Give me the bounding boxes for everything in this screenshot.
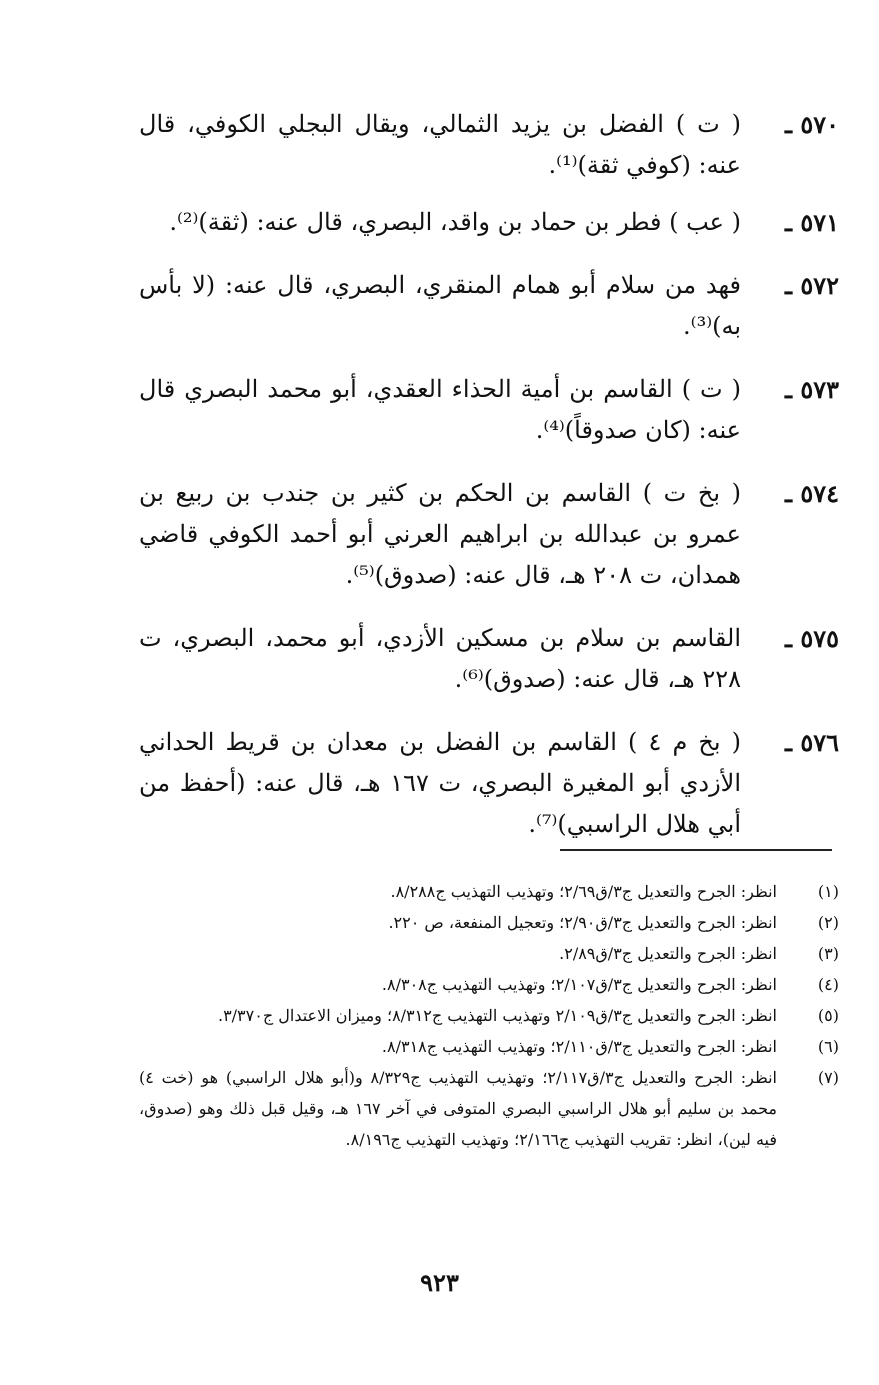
entry-text: فهد من سلام أبو همام المنقري، البصري، قال عنه: (لا بأس به)⁽³⁾.: [139, 271, 741, 340]
footnote-text: انظر: الجرح والتعديل ج٣/ق٢/١٠٧؛ وتهذيب التهذيب ج٨/٣٠٨.: [381, 975, 777, 994]
footnotes: [139, 876, 839, 1155]
footnote: [139, 938, 839, 969]
entry-text: ( ت ) الفضل بن يزيد الثمالي، ويقال البجلي الكوفي، قال عنه: (كوفي ثقة)⁽¹⁾.: [139, 110, 741, 179]
footnote-text: انظر: الجرح والتعديل ج٣/ق٢/٨٩.: [559, 944, 777, 963]
entry-text: ( بخ ت ) القاسم بن الحكم بن كثير بن جندب بن ربيع بن عمرو بن عبدالله بن ابراهيم العرني أبو أحمد الكوفي قاضي همدان، ت ٢٠٨ هـ، قال عنه: (صدوق)⁽⁵⁾.: [139, 479, 741, 589]
entry-576: [139, 722, 839, 845]
entry-number: ٥٧٠ ـ: [784, 110, 839, 139]
footnote-text: انظر: الجرح والتعديل ج٣/ق٢/٦٩؛ وتهذيب التهذيب ج٨/٢٨٨.: [390, 882, 777, 901]
footnote-text: انظر: الجرح والتعديل ج٣/ق٢/١١٠؛ وتهذيب التهذيب ج٨/٣١٨.: [381, 1037, 777, 1056]
footnote: [139, 876, 839, 907]
entry-number: ٥٧١ ـ: [784, 208, 839, 237]
entry-number: ٥٧٣ ـ: [784, 375, 839, 404]
footnote-separator: [560, 849, 832, 851]
footnote-marker: (٤): [817, 975, 839, 994]
footnote-marker: (٧): [817, 1068, 839, 1087]
footnote: [139, 969, 839, 1000]
entry-text: ( عب ) فطر بن حماد بن واقد، البصري، قال عنه: (ثقة)⁽²⁾.: [169, 208, 741, 236]
footnote: [139, 1031, 839, 1062]
entry-text: ( بخ م ٤ ) القاسم بن الفضل بن معدان بن قريط الحداني الأزدي أبو المغيرة البصري، ت ١٦٧ هـ، قال عنه: (أحفظ من أبي هلال الراسبي)⁽⁷⁾.: [139, 728, 742, 838]
entry-575: [139, 618, 839, 700]
footnote-marker: (١): [817, 882, 839, 901]
footnote-marker: (٥): [817, 1006, 839, 1025]
footnote-text: انظر: الجرح والتعديل ج٣/ق٢/١٠٩ وتهذيب التهذيب ج٨/٣١٢؛ وميزان الاعتدال ج٣/٣٧٠.: [217, 1006, 777, 1025]
entry-text: ( ت ) القاسم بن أمية الحذاء العقدي، أبو محمد البصري قال عنه: (كان صدوقاً)⁽⁴⁾.: [139, 375, 741, 444]
footnote: [139, 1000, 839, 1031]
entry-text: القاسم بن سلام بن مسكين الأزدي، أبو محمد، البصري، ت ٢٢٨ هـ، قال عنه: (صدوق)⁽⁶⁾.: [139, 624, 741, 693]
footnote-text: انظر: الجرح والتعديل ج٣/ق٢/٩٠؛ وتعجيل المنفعة، ص ٢٢٠.: [388, 913, 777, 932]
entry-572: [139, 265, 839, 347]
entry-number: ٥٧٦ ـ: [784, 728, 839, 757]
entry-571: [139, 202, 839, 243]
footnote-marker: (٢): [817, 913, 839, 932]
entry-570: [139, 104, 839, 186]
footnote-marker: (٣): [817, 944, 839, 963]
footnote: [139, 907, 839, 938]
entry-number: ٥٧٥ ـ: [784, 624, 839, 653]
entry-573: [139, 369, 839, 451]
page-number: ٩٢٣: [420, 1268, 459, 1297]
entry-574: [139, 473, 839, 596]
footnote-marker: (٦): [817, 1037, 839, 1056]
entry-number: ٥٧٤ ـ: [784, 479, 839, 508]
entry-number: ٥٧٢ ـ: [784, 271, 839, 300]
entries-list: [139, 104, 839, 845]
footnote: [139, 1062, 839, 1155]
footnote-text: انظر: الجرح والتعديل ج٣/ق٢/١١٧؛ وتهذيب التهذيب ج٨/٣٢٩ و(أبو هلال الراسبي) هو (خت ٤) محمد بن سليم أبو هلال الراسبي البصري المتوفى في آخر ١٦٧ هـ، وقيل قبل ذلك وهو (صدوق، فيه لين)، انظر: تقريب التهذيب ج٢/١٦٦؛ وتهذيب التهذيب ج٨/١٩٦.: [139, 1068, 778, 1149]
